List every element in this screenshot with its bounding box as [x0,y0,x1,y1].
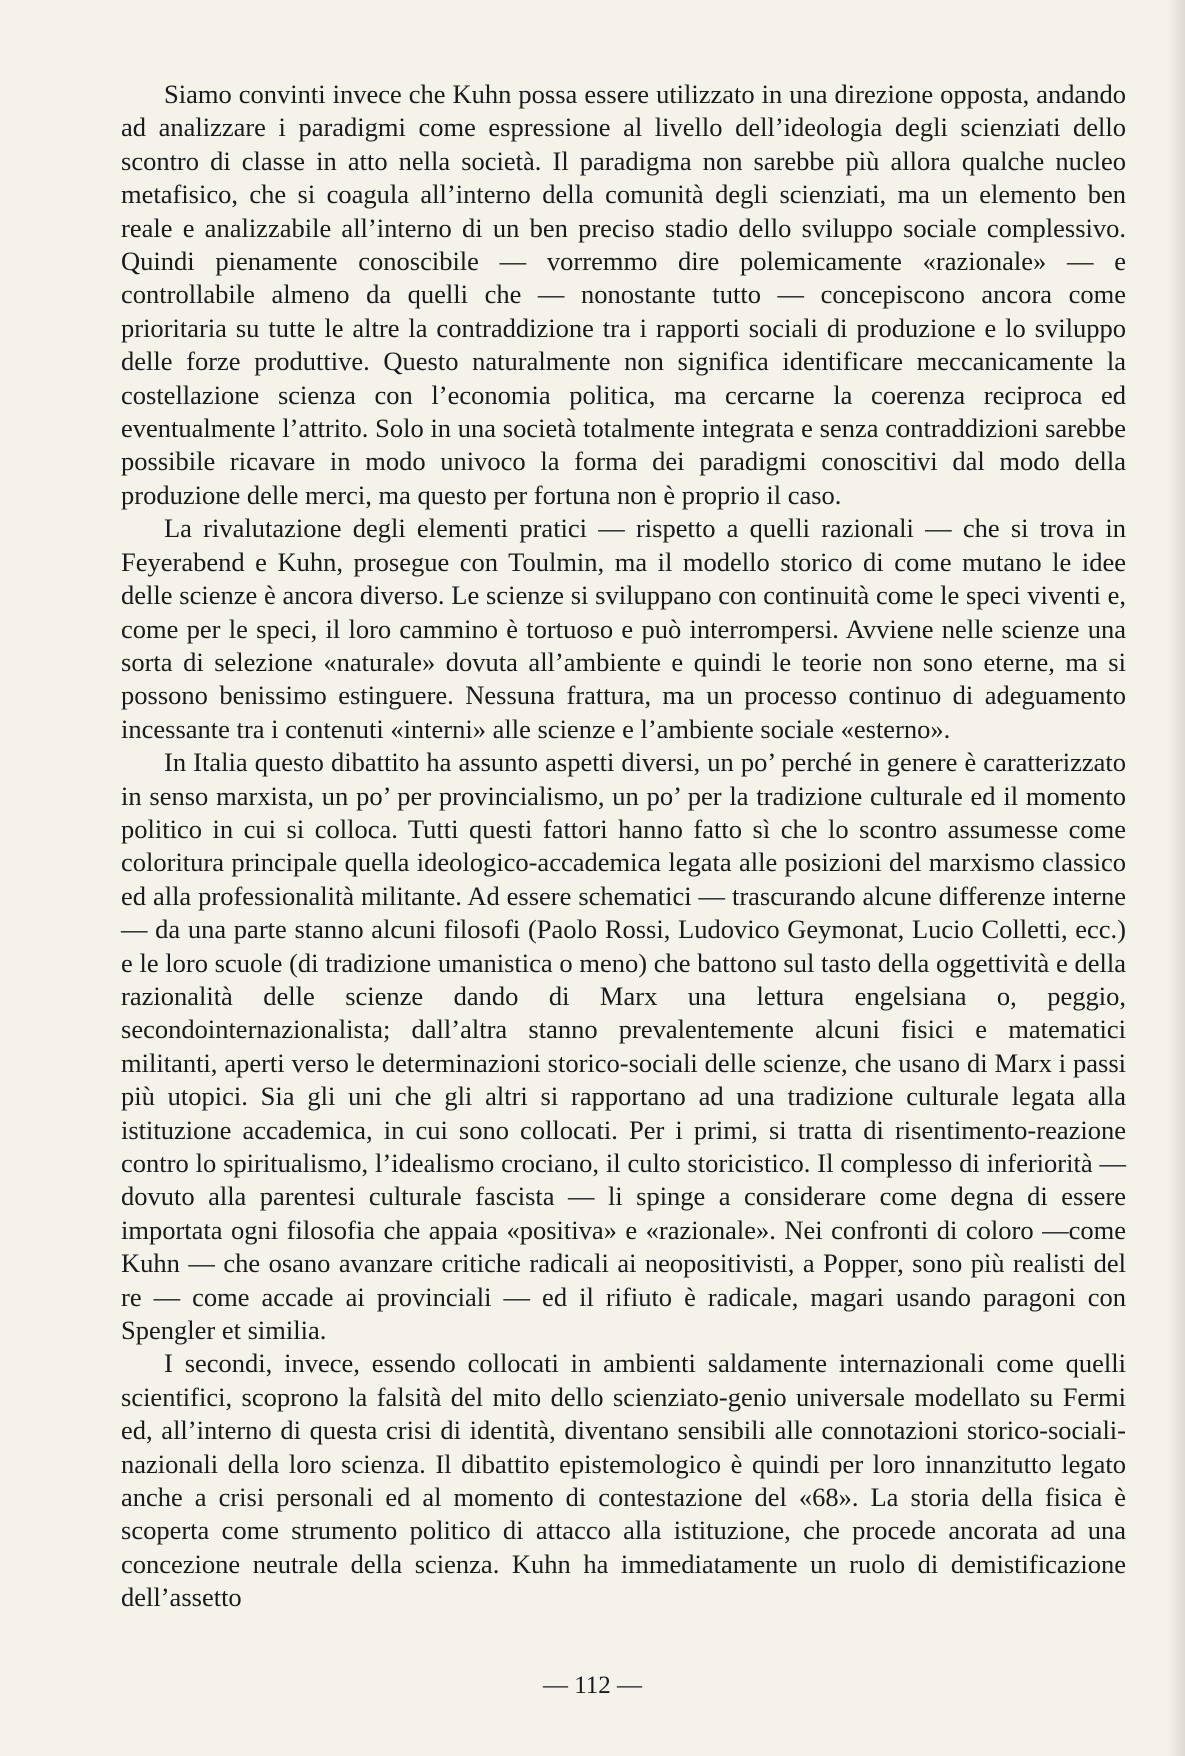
page-edge-shadow [1167,0,1185,1756]
paragraph-1: Siamo convinti invece che Kuhn possa essere utilizzato in una direzione opposta, andando ad analizzare i paradigmi come espressione al livello dell’ideologia degli scienziati dello scontro di classe in atto nella società. Il paradigma non sarebbe più allora qualche nucleo metafisico, che si coagula all’interno della comunità degli scienziati, ma un elemento ben reale e analizzabile all’interno di un ben preciso stadio dello sviluppo sociale complessivo. Quindi pienamente conoscibile — vorremmo dire polemicamente «razionale» — e controllabile almeno da quelli che — nonostante tutto — concepiscono ancora come prioritaria su tutte le altre la contraddizione tra i rapporti sociali di produzione e lo sviluppo delle forze produttive. Questo naturalmente non significa identificare meccanicamente la costellazione scienza con l’economia politica, ma cercarne la coerenza reciproca ed eventualmente l’attrito. Solo in una società totalmente integrata e senza contraddizioni sarebbe possibile ricavare in modo univoco la forma dei paradigmi conoscitivi dal modo della produzione delle merci, ma questo per fortuna non è proprio il caso. [121,79,1126,510]
body-text [121,78,1126,1615]
paragraph-4: I secondi, invece, essendo collocati in ambienti saldamente internazionali come quelli scientifici, scoprono la falsità del mito dello scienziato-genio universale modellato su Fermi ed, all’interno di questa crisi di identità, diventano sensibili alle connotazioni storico-sociali-nazionali della loro scienza. Il dibattito epistemologico è quindi per loro innanzitutto legato anche a crisi personali ed al momento di contestazione del «68». La storia della fisica è scoperta come strumento politico di attacco alla istituzione, che procede ancorata ad una concezione neutrale della scienza. Kuhn ha immediatamente un ruolo di demistificazione dell’assetto [121,1348,1126,1613]
paragraph-2: La rivalutazione degli elementi pratici — rispetto a quelli razionali — che si trova in Feyerabend e Kuhn, prosegue con Toulmin, ma il modello storico di come mutano le idee delle scienze è ancora diverso. Le scienze si sviluppano con continuità come le speci viventi e, come per le speci, il loro cammino è tortuoso e può interrompersi. Avviene nelle scienze una sorta di selezione «naturale» dovuta all’ambiente e quindi le teorie non sono eterne, ma si possono benissimo estinguere. Nessuna frattura, ma un processo continuo di adeguamento incessante tra i contenuti «interni» alle scienze e l’ambiente sociale «esterno». [121,513,1126,744]
paragraph-3: In Italia questo dibattito ha assunto aspetti diversi, un po’ perché in genere è caratterizzato in senso marxista, un po’ per provincialismo, un po’ per la tradizione culturale ed il momento politico in cui si colloca. Tutti questi fattori hanno fatto sì che lo scontro assumesse come coloritura principale quella ideologico-accademica legata alle posizioni del marxismo classico ed alla professionalità militante. Ad essere schematici — trascurando alcune differenze interne — da una parte stanno alcuni filosofi (Paolo Rossi, Ludovico Geymonat, Lucio Colletti, ecc.) e le loro scuole (di tradizione umanistica o meno) che battono sul tasto della oggettività e della razionalità delle scienze dando di Marx una lettura engelsiana o, peggio, secondointernazionalista; dall’altra stanno prevalentemente alcuni fisici e matematici militanti, aperti verso le determinazioni storico-sociali delle scienze, che usano di Marx i passi più utopici. Sia gli uni che gli altri si rapportano ad una tradizione culturale legata alla istituzione accademica, in cui sono collocati. Per i primi, si tratta di risentimento-reazione contro lo spiritualismo, l’idealismo crociano, il culto storicistico. Il complesso di inferiorità — dovuto alla parentesi culturale fascista — li spinge a considerare come degna di essere importata ogni filosofia che appaia «positiva» e «razionale». Nei confronti di coloro —come Kuhn — che osano avanzare critiche radicali ai neopositivisti, a Popper, sono più realisti del re — come accade ai provinciali — ed il rifiuto è radicale, magari usando paragoni con Spengler et similia. [121,747,1126,1346]
page-number: — 112 — [542,1672,643,1699]
